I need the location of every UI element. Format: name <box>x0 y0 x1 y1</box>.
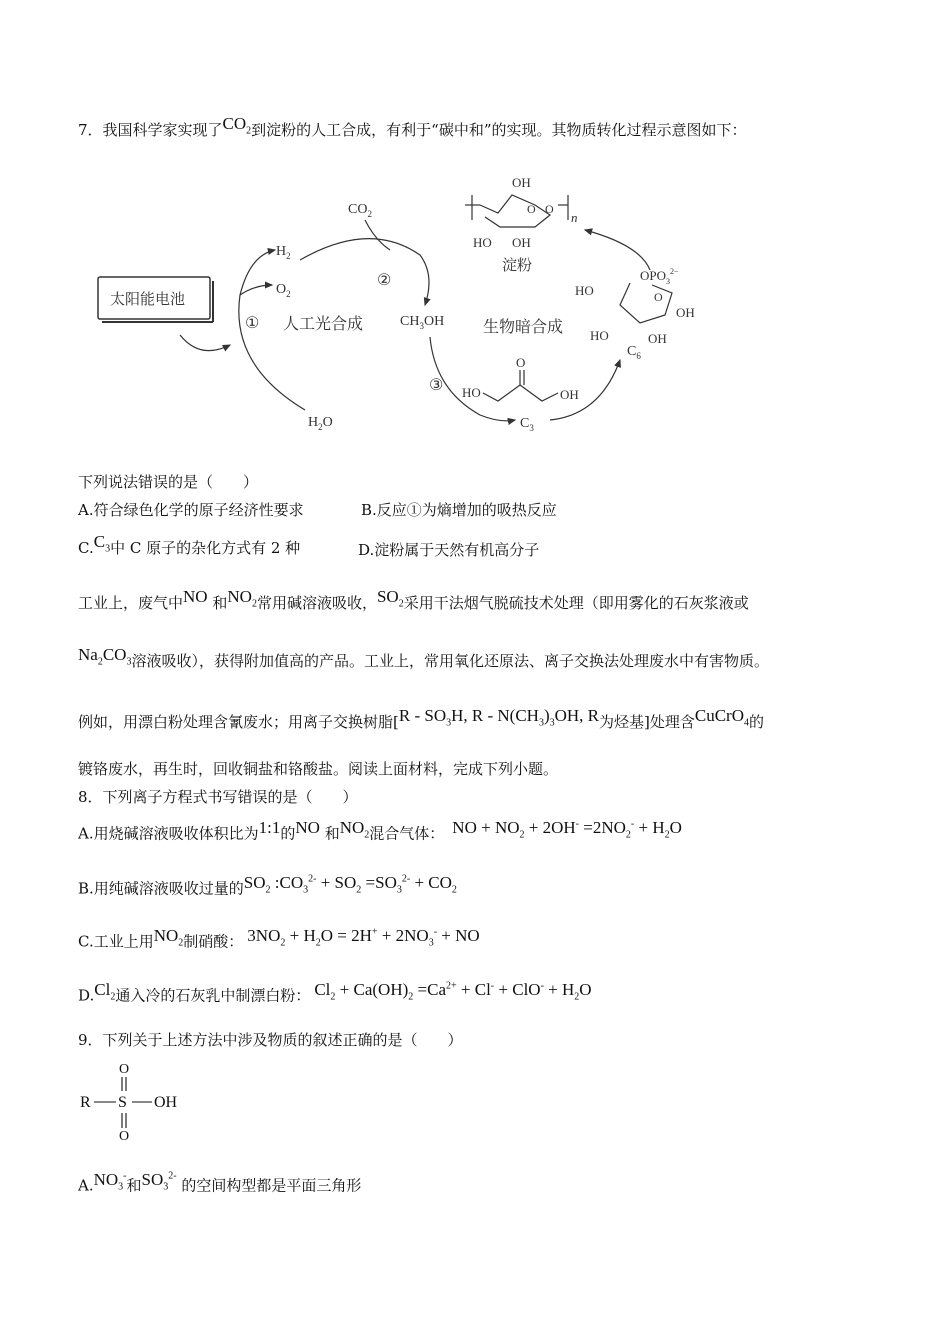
c6-oh-right: OH <box>676 305 695 320</box>
starch-n: n <box>571 210 578 225</box>
q9-stem: 9．下列关于上述方法中涉及物质的叙述正确的是（ ） <box>78 1031 463 1049</box>
q8-option-a[interactable]: A.用烧碱溶液吸收体积比为1:1的NO 和$NO_2$混合气体： NO + $NO_2 + 2OH^- =2NO_2^- + H_2O$ <box>78 817 682 843</box>
c3-label: $C_3$ <box>520 416 534 433</box>
h2-label: $H_2$ <box>276 244 291 261</box>
struct-s: S <box>118 1094 127 1111</box>
q7-question: 下列说法错误的是（ ） <box>78 473 259 491</box>
c3-ho: HO <box>462 385 481 400</box>
step2-label: ② <box>377 272 392 289</box>
q7-stem <box>78 114 747 147</box>
q7-option-a[interactable]: A.符合绿色化学的原子经济性要求 <box>78 501 304 519</box>
solar-cell-label: 太阳能电池 <box>110 290 186 308</box>
passage-line-3: 例如，用漂白粉处理含氰废水；用离子交换树脂[$R - SO_3H$, R - $N(CH_3)_3OH$, R为烃基]处理含CuCrO$_4$的 <box>78 706 765 731</box>
h2o-label: $H_2O$ <box>308 415 333 432</box>
c6-opo3: $OPO_3^{2-}$ <box>640 267 679 286</box>
q7-stem-text-2: 到淀粉的人工合成，有利于“碳中和”的实现。其物质转化过程示意图如下： <box>251 121 747 139</box>
ch3oh-label: $CH_3OH$ <box>400 314 445 331</box>
passage-line-1: 工业上，废气中NO 和$NO_2$常用碱溶液吸收，$SO_2$采用干法烟气脱硫技术处理（即用雾化的石灰浆液或 <box>78 587 749 612</box>
c6-ho2: HO <box>590 328 609 343</box>
artificial-photosynthesis-label: 人工光合成 <box>283 314 364 333</box>
starch-link-o: O <box>545 202 554 216</box>
starch-ring-o: O <box>527 202 536 216</box>
bio-dark-synthesis-label: 生物暗合成 <box>483 317 564 336</box>
q7-stem-text: 7．我国科学家实现了 <box>78 121 223 139</box>
c6-ho1: HO <box>575 283 594 298</box>
starch-label: 淀粉 <box>502 256 533 274</box>
struct-oh: OH <box>154 1094 178 1111</box>
struct-o-top: O <box>119 1062 130 1077</box>
co2-diagram-label: $CO_2$ <box>348 202 372 219</box>
starch-oh: OH <box>512 235 531 250</box>
c6-oh-bottom: OH <box>648 331 667 346</box>
q8-option-c[interactable]: C.工业上用$NO_2$制硝酸： $3NO_2 + H_2O = 2H^+ + 2NO_3^-$ + NO <box>78 925 480 951</box>
q7-option-d[interactable]: D.淀粉属于天然有机高分子 <box>358 541 540 559</box>
c3-o: O <box>516 355 526 370</box>
q7-option-c[interactable]: $C.C_3$中 C 原子的杂化方式有 2 种 <box>78 532 301 557</box>
passage-line-2: $Na_2CO_3$溶液吸收），获得附加值高的产品。工业上，常用氧化还原法、离子交换法处理废水中有害物质。 <box>78 645 769 670</box>
struct-o-bottom: O <box>119 1129 130 1144</box>
q9-option-a[interactable]: $A.NO_3^-$和$SO_3^{2-}$ 的空间构型都是平面三角形 <box>78 1169 362 1195</box>
co2-to-starch-diagram <box>80 165 740 455</box>
passage-line-4: 镀铬废水，再生时，回收铜盐和铬酸盐。阅读上面材料，完成下列小题。 <box>78 760 559 778</box>
o2-label: $O_2$ <box>276 282 291 299</box>
q8-option-d[interactable]: $D.Cl_2$通入冷的石灰乳中制漂白粉： $Cl_2 + Ca(OH)_2 =Ca^{2+} + Cl^- + ClO^- + H_2O$ <box>78 979 592 1005</box>
step1-label: ① <box>245 315 260 332</box>
q8-option-b[interactable]: B.用纯碱溶液吸收过量的$SO_2$ $:CO_3^{2-} + SO_2 =SO_3^{2-} + CO_2$ <box>78 872 457 898</box>
starch-ho: HO <box>473 235 492 250</box>
c3-oh: OH <box>560 387 579 402</box>
q8-stem: 8．下列离子方程式书写错误的是（ ） <box>78 788 358 806</box>
sulfonic-acid-structure <box>78 1058 198 1148</box>
c6-label: $C_6$ <box>627 344 641 361</box>
q7-option-b[interactable]: B.反应①为熵增加的吸热反应 <box>361 501 557 519</box>
c6-ring-o: O <box>654 290 663 304</box>
step3-label: ③ <box>429 377 444 394</box>
struct-r: R <box>80 1094 91 1111</box>
co2-formula: $CO_2$ <box>222 114 252 137</box>
starch-oh-top: OH <box>512 175 531 190</box>
